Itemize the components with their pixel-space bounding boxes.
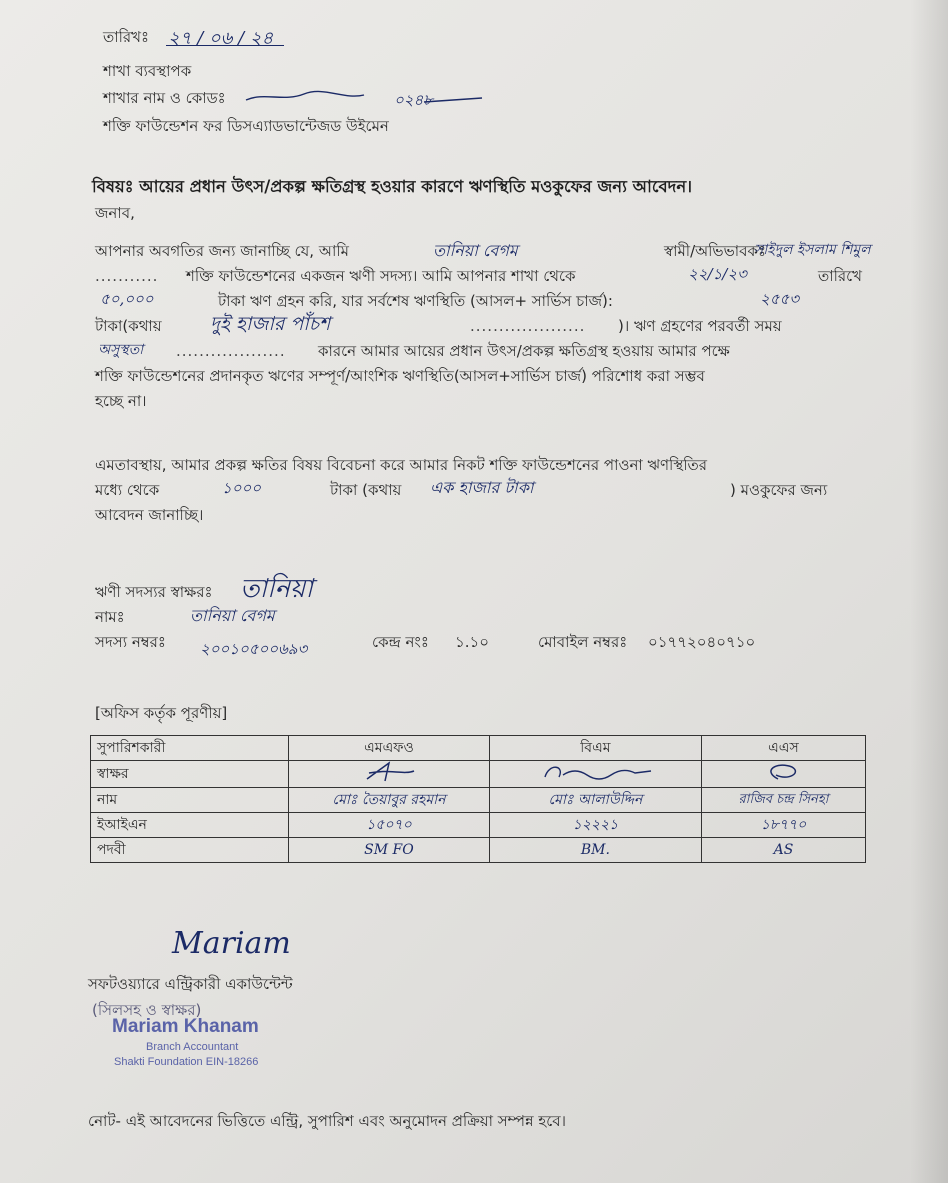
member-no-hw: ২০০১০৫০০৬৯৩ bbox=[200, 640, 308, 658]
row-label: পদবী bbox=[91, 838, 289, 863]
signature-cell bbox=[489, 761, 701, 788]
bm-designation-hw: BM. bbox=[580, 842, 610, 858]
dots: .................... bbox=[470, 317, 586, 335]
stamp-org: Shakti Foundation EIN-18266 bbox=[114, 1056, 259, 1068]
p2-line2-c: ) মওকুফের জন্য bbox=[730, 481, 828, 499]
office-table bbox=[90, 735, 866, 863]
date-value: ২৭ / ০৬ / ২৪ bbox=[168, 28, 274, 49]
mfo-designation-hw: SM FO bbox=[364, 842, 414, 858]
loan-date-hw: ২২/১/২৩ bbox=[688, 265, 747, 283]
header-cell: বিএম bbox=[489, 736, 701, 761]
as-name-hw: রাজিব চন্দ্র সিনহা bbox=[738, 791, 829, 807]
p1-line7: হচ্ছে না। bbox=[95, 392, 147, 410]
seal-note: (সিলসহ ও স্বাক্ষর) bbox=[92, 1001, 202, 1019]
dots: ........... bbox=[95, 267, 159, 285]
branch-name-scribble bbox=[244, 86, 484, 108]
subject-line: বিষয়ঃ আয়ের প্রধান উৎস/প্রকল্প ক্ষতিগ্রস্থ হওয়ার কারণে ঋণস্থিতি মওকুফের জন্য আবেদন। bbox=[92, 177, 693, 196]
applicant-signature-label: ঋণী সদস্যর স্বাক্ষরঃ bbox=[95, 583, 213, 601]
center-label: কেন্দ্র নংঃ bbox=[372, 633, 429, 651]
row-label: নাম bbox=[91, 788, 289, 813]
table-row bbox=[91, 761, 866, 788]
signature-cell bbox=[701, 761, 865, 788]
recipient-line: শাখা ব্যবস্থাপক bbox=[103, 62, 192, 80]
p1-line4-b: )। ঋণ গ্রহণের পরবর্তী সময় bbox=[618, 317, 782, 335]
page-shadow bbox=[910, 0, 948, 1183]
header-cell: এমএফও bbox=[289, 736, 490, 761]
date-label: তারিখঃ bbox=[103, 28, 149, 46]
dots: ................... bbox=[176, 342, 286, 360]
balance-hw: ২৫৫৩ bbox=[760, 290, 799, 308]
reason-hw: অসুস্থতা bbox=[98, 342, 144, 358]
p2-line1: এমতাবস্থায়, আমার প্রকল্প ক্ষতির বিষয় বিবেচনা করে আমার নিকট শক্তি ফাউন্ডেশনের পাওনা ঋণস্থিতির bbox=[95, 456, 708, 474]
branch-label: শাখার নাম ও কোডঃ bbox=[103, 89, 226, 107]
mfo-name-hw: মোঃ তৈয়াবুর রহমান bbox=[332, 792, 446, 808]
mobile-value: ০১৭৭২০৪০৭১০ bbox=[648, 633, 756, 651]
stamp-name: Mariam Khanam bbox=[112, 1016, 259, 1037]
signature-cell bbox=[289, 761, 490, 788]
signature-scribble bbox=[535, 761, 655, 783]
table-header-row bbox=[91, 736, 866, 761]
guardian-name-hw: সাইদুল ইসলাম শিমুল bbox=[754, 242, 871, 258]
bm-ein-hw: ১২২২১ bbox=[572, 817, 619, 833]
mfo-ein-hw: ১৫০৭০ bbox=[366, 817, 412, 833]
waive-amount-hw: ১০০০ bbox=[222, 479, 261, 497]
p1-line4-a: টাকা(কথায় bbox=[95, 317, 162, 335]
accountant-signature: Mariam bbox=[172, 926, 291, 961]
p1-line2: শক্তি ফাউন্ডেশনের একজন ঋণী সদস্য। আমি আপনার শাখা থেকে bbox=[186, 267, 576, 285]
row-label: স্বাক্ষর bbox=[91, 761, 289, 788]
mobile-label: মোবাইল নম্বরঃ bbox=[538, 633, 628, 651]
p1-line2-end: তারিখে bbox=[818, 267, 863, 285]
p1-line6: শক্তি ফাউন্ডেশনের প্রদানকৃত ঋণের সম্পূর্ণ/আংশিক ঋণস্থিতি(আসল+সার্ভিস চার্জ) পরিশোধ করা সম্ভব bbox=[95, 367, 705, 385]
p1-line3-a: টাকা ঋণ গ্রহন করি, যার সর্বশেষ ঋণস্থিতি (আসল+ সার্ভিস চার্জ): bbox=[218, 292, 613, 310]
header-cell: এএস bbox=[701, 736, 865, 761]
as-designation-hw: AS bbox=[773, 842, 794, 858]
p2-line2-a: মধ্যে থেকে bbox=[95, 481, 160, 499]
as-ein-hw: ১৮৭৭০ bbox=[760, 817, 807, 833]
branch-code: ০২৪৮ bbox=[394, 91, 433, 109]
signature-scribble bbox=[359, 761, 419, 783]
office-caption: [অফিস কর্তৃক পূরণীয়] bbox=[95, 704, 228, 722]
stamp-title: Branch Accountant bbox=[146, 1041, 239, 1053]
p1-line5: কারনে আমার আয়ের প্রধান উৎস/প্রকল্প ক্ষতিগ্রস্থ হওয়ায় আমার পক্ষে bbox=[318, 342, 730, 360]
signature-scribble bbox=[758, 761, 808, 783]
accountant-role: সফটওয়্যারে এন্ট্রিকারী একাউন্টেন্ট bbox=[88, 975, 293, 993]
name-label: নামঃ bbox=[95, 608, 125, 626]
table-row bbox=[91, 813, 866, 838]
salutation: জনাব, bbox=[95, 204, 135, 222]
org-line: শক্তি ফাউন্ডেশন ফর ডিসএ্যাডভান্টেজড উইমেন bbox=[103, 117, 389, 135]
table-row bbox=[91, 788, 866, 813]
waive-words-hw: এক হাজার টাকা bbox=[430, 478, 534, 497]
center-value: ১.১০ bbox=[455, 633, 489, 651]
table-row bbox=[91, 838, 866, 863]
name-value-hw: তানিয়া বেগম bbox=[190, 606, 275, 625]
date-underline bbox=[166, 45, 284, 46]
member-no-label: সদস্য নম্বরঃ bbox=[95, 633, 166, 651]
bm-name-hw: মোঃ আলাউদ্দিন bbox=[548, 792, 643, 808]
p2-line3: আবেদন জানাচ্ছি। bbox=[95, 506, 204, 524]
balance-words-hw: দুই হাজার পাঁচশ bbox=[210, 313, 331, 335]
row-label: ইআইএন bbox=[91, 813, 289, 838]
header-cell: সুপারিশকারী bbox=[91, 736, 289, 761]
p1-line1-b: স্বামী/অভিভাবকঃ bbox=[664, 242, 766, 260]
borrower-name-hw: তানিয়া বেগম bbox=[433, 241, 518, 260]
applicant-signature: তানিয়া bbox=[240, 574, 313, 604]
loan-amount-hw: ৫০,০০০ bbox=[100, 290, 154, 308]
footer-note: নোট- এই আবেদনের ভিত্তিতে এন্ট্রি, সুপারিশ এবং অনুমোদন প্রক্রিয়া সম্পন্ন হবে। bbox=[88, 1112, 566, 1130]
p1-line1-a: আপনার অবগতির জন্য জানাচ্ছি যে, আমি bbox=[95, 242, 349, 260]
p2-line2-b: টাকা (কথায় bbox=[330, 481, 402, 499]
